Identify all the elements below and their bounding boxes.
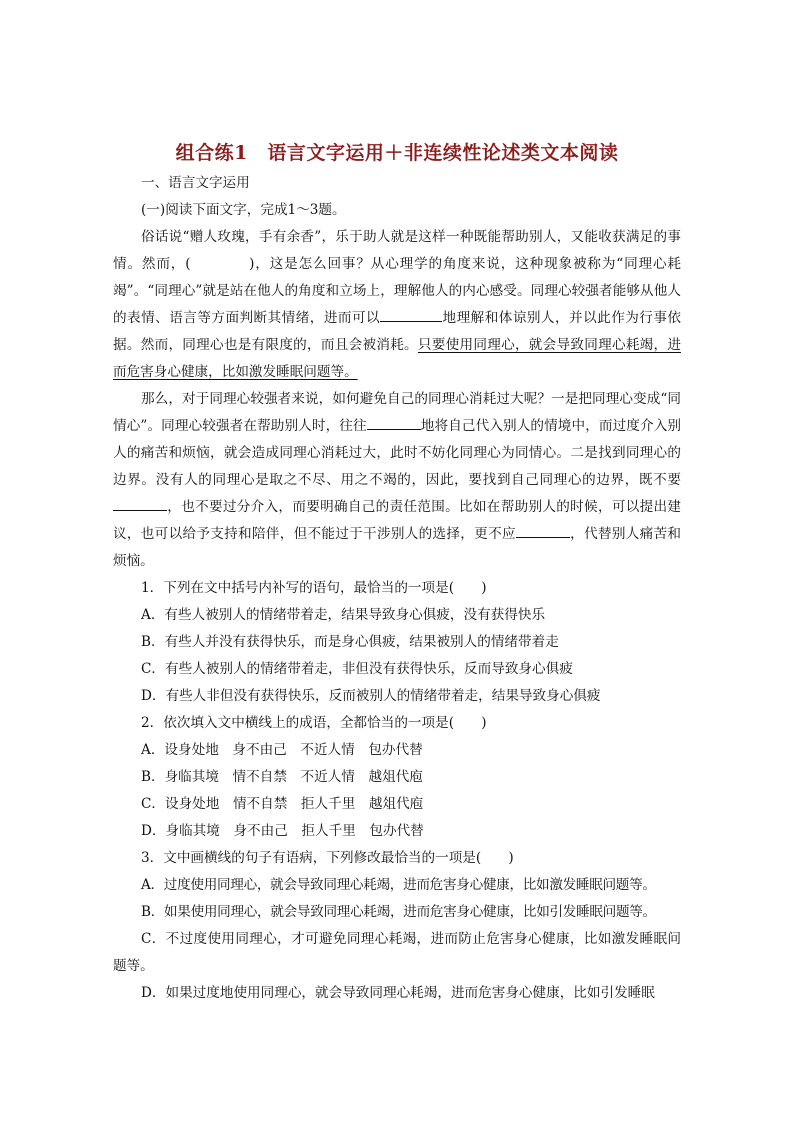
answer-option: A．有些人被别人的情绪带着走，结果导致身心俱疲，没有获得快乐 bbox=[141, 607, 546, 623]
fill-blank bbox=[367, 415, 421, 430]
fill-blank bbox=[380, 307, 442, 322]
page-title: 组合练1 语言文字运用＋非连续性论述类文本阅读 bbox=[175, 142, 619, 164]
passage-text: ，也不要过分介入，而要明确自己的责任范围。比如在帮助别人的时候，可以提出建议，也可以给予支持和陪伴，但不能过于干涉别人的选择，更不应 bbox=[113, 499, 681, 542]
answer-option: A．过度使用同理心，就会导致同理心耗竭，进而危害身心健康，比如激发睡眠问题等。 bbox=[141, 877, 656, 893]
answer-option: B．身临其境 情不自禁 不近人情 越俎代庖 bbox=[141, 769, 423, 785]
answer-option: D．如果过度地使用同理心，就会导致同理心耗竭，进而危害身心健康，比如引发睡眠 bbox=[141, 985, 655, 1001]
passage-text: 地将自己代入别人的情境中，而过度介入别人的痛苦和烦恼，就会造成同理心消耗过大，此时不妨化同理心为同情心。二是找到同理心的边界。没有人的同理心是取之不尽、用之不竭的，因此，要找到自己同理心的边界，既不要 bbox=[113, 418, 682, 488]
passage-paragraph-2 bbox=[113, 386, 681, 575]
passage-text: 俗话说“赠人玫瑰，手有余香”，乐于助人就是这样一种既能帮助别人，又能收获满足的事情。然而，( )，这是怎么回事？从心理学的角度来说，这种现象被称为“同理心耗竭”。“同理心”就是站在他人的角度和立场上，理解他人的内心感受。同理心较强者能够从他人的表情、语言等方面判断其情绪，进而可以 bbox=[113, 229, 681, 326]
question-stem: 2．依次填入文中横线上的成语，全都恰当的一项是( ) bbox=[141, 715, 487, 731]
question-stem: 1．下列在文中括号内补写的语句，最恰当的一项是( ) bbox=[141, 580, 487, 596]
fill-blank bbox=[516, 523, 570, 538]
section-heading: 一、语言文字运用 bbox=[141, 175, 250, 191]
answer-option: C．不过度使用同理心，才可避免同理心耗竭，进而防止危害身心健康，比如激发睡眠问题等。 bbox=[113, 931, 681, 974]
passage-paragraph-1 bbox=[113, 224, 681, 386]
answer-option: C．设身处地 情不自禁 拒人千里 越俎代庖 bbox=[141, 796, 424, 812]
answer-option: C．有些人被别人的情绪带着走，非但没有获得快乐，反而导致身心俱疲 bbox=[141, 661, 573, 677]
underlined-sentence: 只要使用同理心，就会导致同理心耗竭，进而危害身心健康，比如激发睡眠问题等。 bbox=[113, 337, 681, 380]
answer-option: D．有些人非但没有获得快乐，反而被别人的情绪带着走，结果导致身心俱疲 bbox=[141, 688, 601, 704]
answer-option: D．身临其境 身不由己 拒人千里 包办代替 bbox=[141, 823, 424, 839]
answer-option: A．设身处地 身不由己 不近人情 包办代替 bbox=[141, 742, 423, 758]
question-stem: 3．文中画横线的句子有语病，下列修改最恰当的一项是( ) bbox=[141, 850, 514, 866]
answer-option: B．有些人并没有获得快乐，而是身心俱疲，结果被别人的情绪带着走 bbox=[141, 634, 559, 650]
document-body bbox=[113, 170, 681, 1007]
answer-option: B．如果使用同理心，就会导致同理心耗竭，进而危害身心健康，比如引发睡眠问题等。 bbox=[141, 904, 656, 920]
passage-text: 地理解和体谅别人，并以此作为行事依据。然而，同理心也是有限度的，而且会被消耗。 bbox=[113, 310, 682, 353]
passage-text: ，代替别人痛苦和烦恼。 bbox=[113, 526, 682, 569]
subsection-heading: (一)阅读下面文字，完成1～3题。 bbox=[141, 202, 346, 218]
fill-blank bbox=[113, 496, 167, 511]
passage-text: 那么，对于同理心较强者来说，如何避免自己的同理心消耗过大呢？一是把同理心变成“同情心”。同理心较强者在帮助别人时，往往 bbox=[113, 391, 681, 434]
